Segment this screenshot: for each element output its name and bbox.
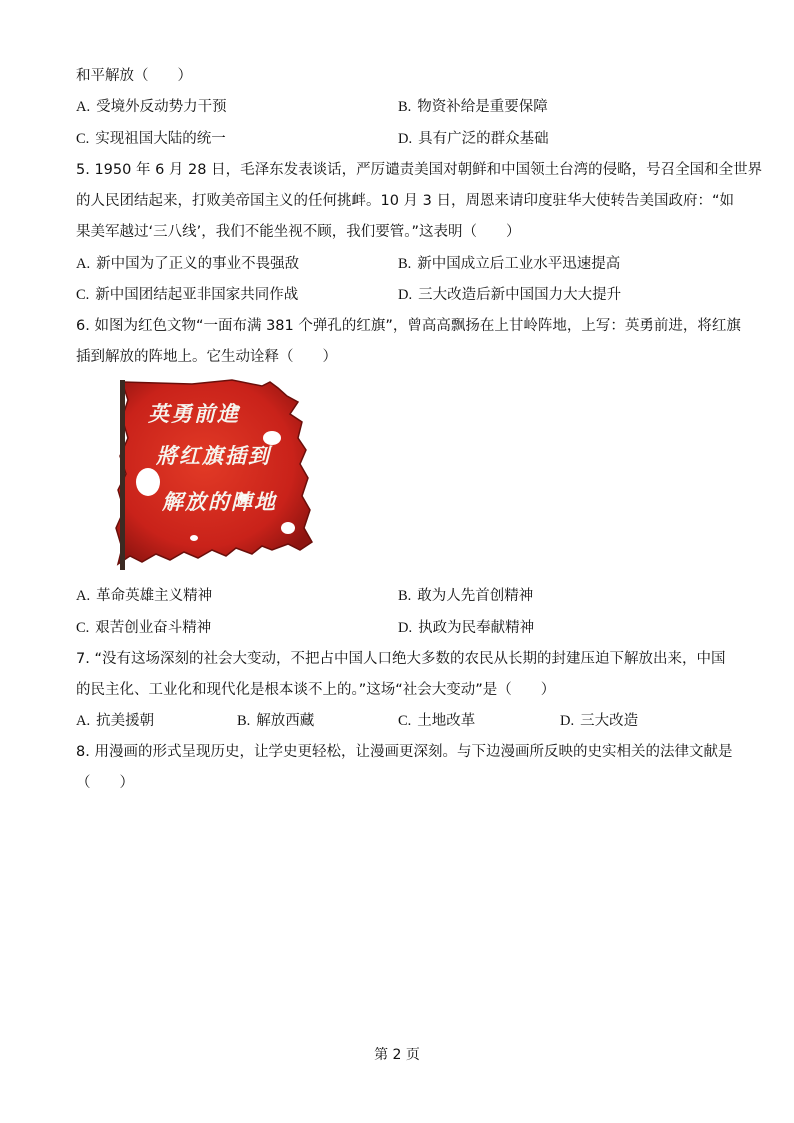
q5-stem-line: 果美军越过‘三八线’，我们不能坐视不顾，我们要管。”这表明（ ） [76,224,521,240]
q8-stem-line: 8. 用漫画的形式呈现历史，让学史更轻松，让漫画更深刻。与下边漫画所反映的史实相关的法律文献是 [76,744,733,760]
option-letter: C. [398,713,412,729]
q7-option-a[interactable] [76,711,154,731]
option-letter: D. [560,713,575,729]
option-letter: D. [398,131,413,147]
flag-text-line: 解放的陣地 [162,489,277,514]
option-text: 具有广泛的群众基础 [418,131,549,147]
option-letter: A. [76,713,91,729]
option-letter: B. [398,99,412,115]
option-text: 艰苦创业奋斗精神 [95,620,212,636]
option-text: 新中国团结起亚非国家共同作战 [95,287,299,303]
q7-stem-line: 7. “没有这场深刻的社会大变动，不把占中国人口绝大多数的农民从长期的封建压迫下解放出来，中国 [76,651,726,667]
q6-option-d[interactable] [398,618,534,638]
flag-text-line: 英勇前進 [148,401,240,426]
q5-option-b[interactable] [398,254,620,274]
q6-option-b[interactable] [398,586,533,606]
option-letter: A. [76,588,91,604]
page-number: 第 2 页 [374,1047,420,1063]
option-letter: A. [76,256,91,272]
q5-option-d[interactable] [398,285,621,305]
option-text: 执政为民奉献精神 [418,620,535,636]
q8-stem-line: （ ） [76,775,134,791]
option-text: 解放西藏 [256,713,315,729]
option-letter: C. [76,287,90,303]
option-text: 革命英雄主义精神 [96,588,213,604]
option-text: 三大改造 [580,713,639,729]
option-text: 土地改革 [417,713,476,729]
q7-option-d[interactable] [560,711,638,731]
option-text: 敢为人先首创精神 [417,588,534,604]
q4-option-c[interactable] [76,129,226,149]
flag-pole [120,380,125,570]
option-text: 实现祖国大陆的统一 [95,131,226,147]
q7-stem-line: 的民主化、工业化和现代化是根本谈不上的。”这场“社会大变动”是（ ） [76,682,556,698]
option-letter: B. [237,713,251,729]
option-letter: C. [76,620,90,636]
q6-stem-line: 6. 如图为红色文物“一面布满 381 个弹孔的红旗”，曾高高飘扬在上甘岭阵地，上写：英勇前进，将红旗 [76,318,741,334]
option-text: 新中国成立后工业水平迅速提高 [417,256,621,272]
option-letter: D. [398,287,413,303]
q4-option-b[interactable] [398,97,548,117]
flag-text-line: 將红旗插到 [156,443,271,468]
q7-option-b[interactable] [237,711,314,731]
q7-option-c[interactable] [398,711,475,731]
q5-option-a[interactable] [76,254,299,274]
q6-option-c[interactable] [76,618,211,638]
q4-option-a[interactable] [76,97,227,117]
q4-option-d[interactable] [398,129,549,149]
q5-stem-line: 的人民团结起来，打败美帝国主义的任何挑衅。10 月 3 日，周恩来请印度驻华大使转告美国政府：“如 [76,193,735,209]
option-letter: B. [398,588,412,604]
option-letter: C. [76,131,90,147]
option-letter: B. [398,256,412,272]
bullet-hole [136,468,160,496]
q5-option-c[interactable] [76,285,298,305]
q6-option-a[interactable] [76,586,212,606]
q6-stem-line: 插到解放的阵地上。它生动诠释（ ） [76,349,337,365]
option-text: 三大改造后新中国国力大大提升 [418,287,622,303]
bullet-hole [281,522,295,534]
option-text: 抗美援朝 [96,713,155,729]
option-text: 新中国为了正义的事业不畏强敌 [96,256,300,272]
option-text: 物资补给是重要保障 [417,99,548,115]
bullet-hole [190,535,198,541]
q4-stem-tail: 和平解放（ ） [76,68,192,84]
option-text: 受境外反动势力干预 [96,99,227,115]
red-flag-image [112,378,318,576]
option-letter: A. [76,99,91,115]
q5-stem-line: 5. 1950 年 6 月 28 日，毛泽东发表谈话，严厉谴责美国对朝鲜和中国领土台湾的侵略，号召全国和全世界 [76,162,763,178]
option-letter: D. [398,620,413,636]
